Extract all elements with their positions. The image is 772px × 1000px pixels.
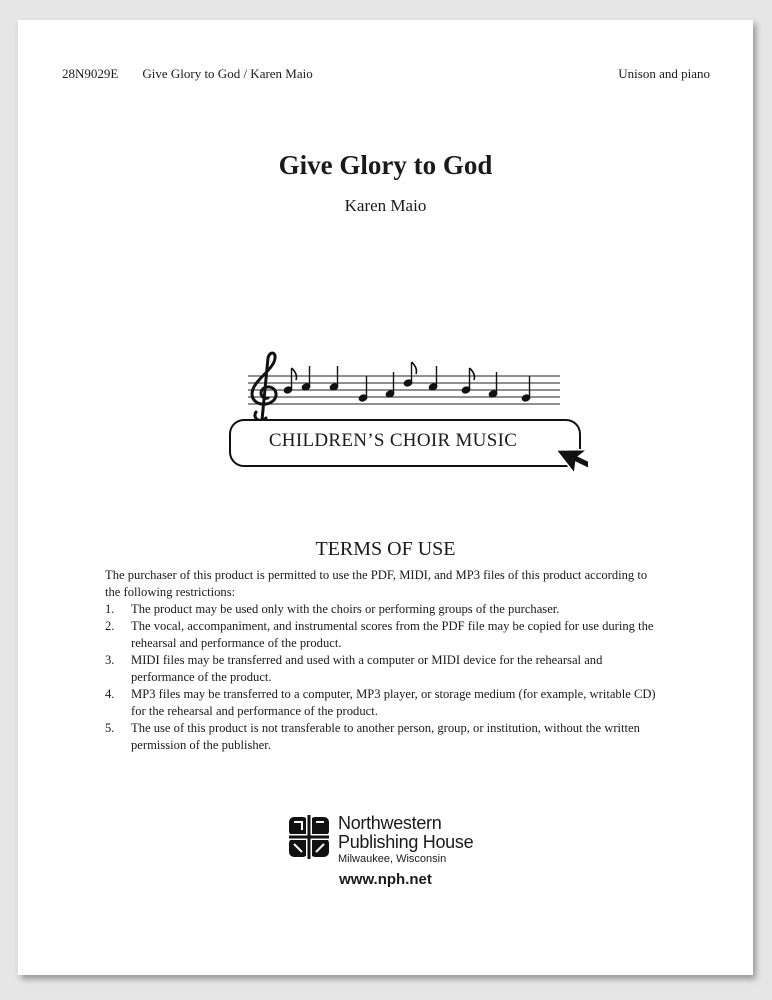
composer-name: Karen Maio [344,196,427,215]
header-title-author: Give Glory to God / Karen Maio [142,66,313,81]
publisher-url[interactable]: www.nph.net [339,871,432,888]
logo-label: CHILDREN’S CHOIR MUSIC [268,430,518,451]
list-item: 3. MIDI files may be transferred and used with a computer or MIDI device for the rehearsal and performance of the product. [105,653,603,684]
terms-list [105,601,665,754]
list-item: 5. The use of this product is not transferable to another person, group, or institution, without the written permission of the publisher. [105,721,640,752]
publisher-name [338,814,473,866]
list-item: 4. MP3 files may be transferred to a computer, MP3 player, or storage medium (for example, writable CD) for the rehearsal and performance of the product. [105,687,656,718]
publisher-name-line1: Northwestern [338,813,442,833]
publisher-name-line2: Publishing House [338,832,474,852]
music-notes-icon [283,362,531,402]
catalog-number: 28N9029E [62,66,119,81]
terms-intro: The purchaser of this product is permitted to use the PDF, MIDI, and MP3 files of this product according to the following restrictions: [105,568,648,599]
childrens-choir-music-logo [208,338,588,488]
music-staff-graphic [208,338,588,488]
document-page [18,20,753,975]
list-item: 2. The vocal, accompaniment, and instrumental scores from the PDF file may be copied for use during the rehearsal and performance of the product. [105,619,654,650]
treble-clef-icon [252,353,276,420]
header-left [62,66,313,82]
cross-emblem-icon [288,814,330,860]
page-title: Give Glory to God [278,150,493,180]
terms-heading: TERMS OF USE [315,538,456,560]
publisher-location: Milwaukee, Wisconsin [338,853,447,865]
voicing: Unison and piano [618,66,710,81]
terms-of-use [105,567,665,754]
list-item: 1. The product may be used only with the choirs or performing groups of the purchaser. [105,602,560,616]
